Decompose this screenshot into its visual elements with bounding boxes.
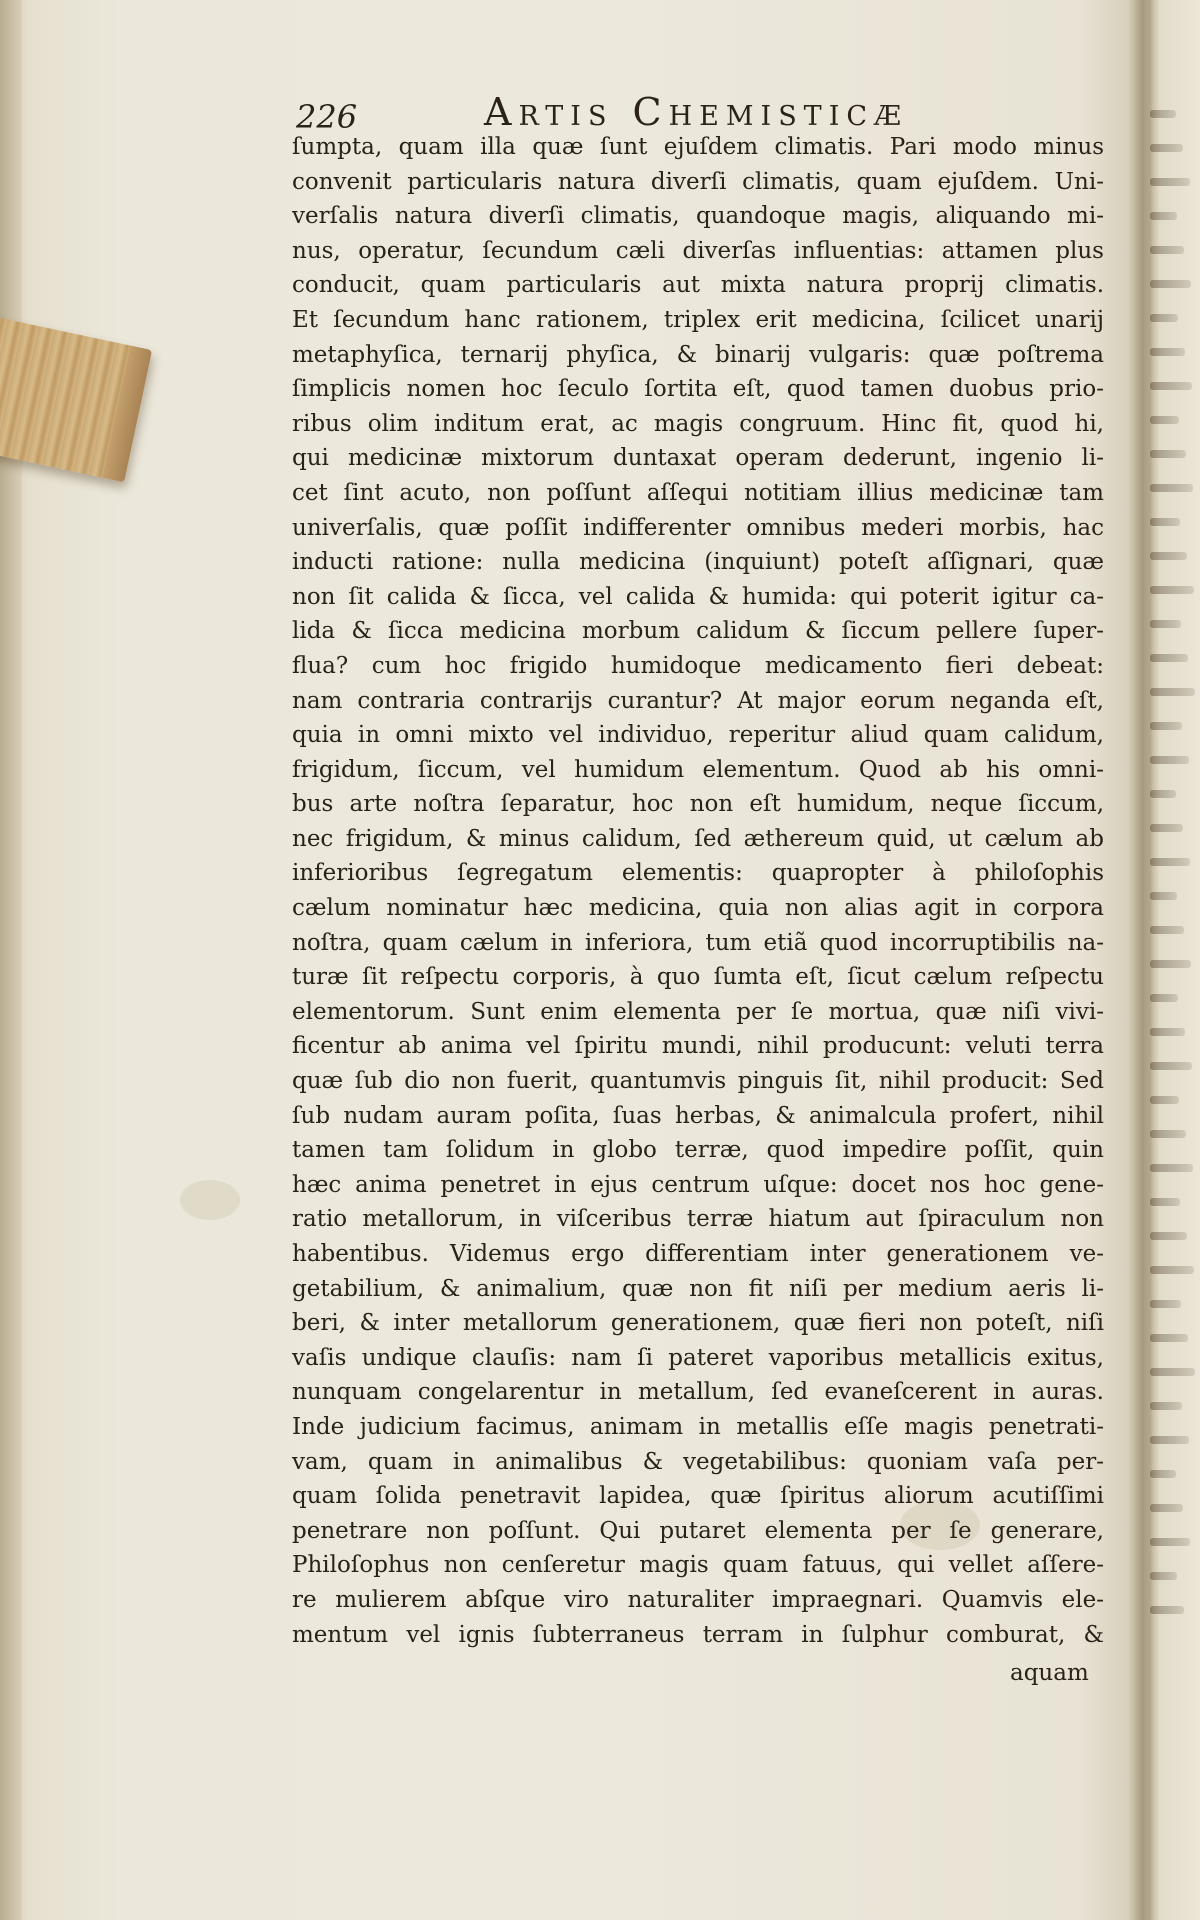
text-line: nam contraria contrarijs curantur? At major eorum neganda eſt, (292, 687, 1104, 714)
page-title: Artis Chemisticæ (484, 90, 909, 134)
text-line: noſtra, quam cælum in inferiora, tum etiã quod incorruptibilis na- (292, 929, 1104, 956)
text-line: tamen tam ſolidum in globo terræ, quod impedire poſſit, quin (292, 1137, 1104, 1164)
text-line: nus, operatur, ſecundum cæli diverſas influentias: attamen plus (292, 237, 1104, 264)
text-line: lida & ſicca medicina morbum calidum & ſiccum pellere ſuper- (292, 618, 1104, 645)
catchword: aquam (1010, 1660, 1089, 1686)
text-line: ribus olim inditum erat, ac magis congruum. Hinc fit, quod hi, (292, 410, 1104, 437)
facing-page-ghost-line (1150, 552, 1187, 560)
facing-page-ghost-line (1150, 722, 1182, 730)
text-line: habentibus. Videmus ergo differentiam inter generationem ve- (292, 1241, 1104, 1267)
facing-page-ghost-line (1150, 1198, 1180, 1206)
facing-page-ghost-line (1150, 1096, 1179, 1104)
text-line: ficentur ab anima vel ſpiritu mundi, nihil producunt: veluti terra (292, 1033, 1104, 1060)
text-line: ratio metallorum, in viſceribus terræ hiatum aut ſpiraculum non (292, 1206, 1104, 1233)
text-line: inferioribus ſegregatum elementis: quapropter à philoſophis (292, 860, 1104, 887)
text-line: ſumpta, quam illa quæ ſunt ejuſdem climatis. Pari modo minus (292, 134, 1104, 160)
facing-page-ghost-line (1150, 1164, 1193, 1172)
text-line: metaphyſica, ternarij phyſica, & binarij vulgaris: quæ poſtrema (292, 341, 1104, 368)
text-line: quia in omni mixto vel individuo, reperitur aliud quam calidum, (292, 722, 1104, 749)
facing-page-ghost-line (1150, 926, 1184, 934)
facing-page-ghost-line (1150, 586, 1194, 594)
text-line: frigidum, ſiccum, vel humidum elementum. Quod ab his omni- (292, 756, 1104, 783)
text-line: non ſit calida & ſicca, vel calida & humida: qui poterit igitur ca- (292, 583, 1104, 610)
facing-page-ghost-line (1150, 416, 1179, 424)
text-line: re mulierem abſque viro naturaliter impraegnari. Quamvis ele- (292, 1586, 1104, 1613)
facing-page-ghost-line (1150, 1300, 1181, 1308)
bookmark-end (102, 346, 152, 483)
text-line: univerſalis, quæ poſſit indifferenter omnibus mederi morbis, hac (292, 514, 1104, 541)
facing-page-ghost-line (1150, 892, 1177, 900)
text-line: nec frigidum, & minus calidum, ſed æthereum quid, ut cælum ab (292, 825, 1104, 852)
facing-page-ghost-line (1150, 212, 1177, 220)
facing-page-ghost-line (1150, 994, 1178, 1002)
facing-page-ghost-line (1150, 246, 1184, 254)
facing-page-ghost-line (1150, 1062, 1192, 1070)
text-line: verſalis natura diverſi climatis, quandoque magis, aliquando mi- (292, 203, 1104, 230)
facing-page-ghost-line (1150, 790, 1176, 798)
facing-page-ghost-line (1150, 1130, 1186, 1138)
facing-page-ghost-line (1150, 654, 1188, 662)
facing-page-ghost-line (1150, 756, 1189, 764)
text-line: bus arte noſtra ſeparatur, hoc non eſt humidum, neque ſiccum, (292, 791, 1104, 818)
facing-page-ghost-line (1150, 110, 1176, 118)
facing-page-ghost-line (1150, 348, 1185, 356)
text-line: convenit particularis natura diverſi climatis, quam ejuſdem. Uni- (292, 168, 1104, 195)
facing-page-ghost-line (1150, 144, 1183, 152)
facing-page-ghost-line (1150, 382, 1192, 390)
facing-page-ghost-line (1150, 1606, 1184, 1614)
text-line: cælum nominatur hæc medicina, quia non alias agit in corpora (292, 895, 1104, 922)
facing-page-ghost-line (1150, 518, 1180, 526)
text-line: turæ ſit reſpectu corporis, à quo ſumta eſt, ſicut cælum reſpectu (292, 964, 1104, 991)
text-line: vaſis undique clauſis: nam ſi pateret vaporibus metallicis exitus, (292, 1344, 1104, 1371)
paper-stain (180, 1180, 240, 1220)
facing-page-edge (1150, 110, 1200, 1670)
facing-page-ghost-line (1150, 484, 1193, 492)
page-number: 226 (296, 98, 358, 136)
text-line: flua? cum hoc frigido humidoque medicamento fieri debeat: (292, 652, 1104, 679)
text-line: getabilium, & animalium, quæ non fit niſi per medium aeris li- (292, 1275, 1104, 1302)
text-line: hæc anima penetret in ejus centrum uſque: docet nos hoc gene- (292, 1171, 1104, 1198)
text-line: elementorum. Sunt enim elementa per ſe mortua, quæ niſi vivi- (292, 998, 1104, 1025)
facing-page-ghost-line (1150, 1028, 1185, 1036)
facing-page-ghost-line (1150, 1232, 1187, 1240)
wooden-bookmark (0, 313, 152, 482)
facing-page-ghost-line (1150, 1334, 1188, 1342)
text-line: penetrare non poſſunt. Qui putaret elementa per ſe generare, (292, 1517, 1104, 1544)
text-line: vam, quam in animalibus & vegetabilibus: quoniam vaſa per- (292, 1448, 1104, 1475)
facing-page-ghost-line (1150, 450, 1186, 458)
text-line: cet ſint acuto, non poſſunt aſſequi notitiam illius medicinæ tam (292, 479, 1104, 506)
facing-page-ghost-line (1150, 1538, 1190, 1546)
text-line: inducti ratione: nulla medicina (inquiunt) poteſt aſſignari, quæ (292, 549, 1104, 576)
facing-page-ghost-line (1150, 1572, 1177, 1580)
text-line: nunquam congelarentur in metallum, ſed evaneſcerent in auras. (292, 1379, 1104, 1406)
facing-page-ghost-line (1150, 1436, 1189, 1444)
text-line: quæ ſub dio non fuerit, quantumvis pinguis ſit, nihil producit: Sed (292, 1068, 1104, 1095)
body-text (292, 130, 1104, 1652)
facing-page-ghost-line (1150, 688, 1195, 696)
facing-page-ghost-line (1150, 280, 1191, 288)
facing-page-ghost-line (1150, 178, 1190, 186)
text-line: conducit, quam particularis aut mixta natura proprij climatis. (292, 272, 1104, 299)
text-line: Philoſophus non cenſeretur magis quam fatuus, qui vellet aſſere- (292, 1552, 1104, 1579)
facing-page-ghost-line (1150, 858, 1190, 866)
facing-page-ghost-line (1150, 620, 1181, 628)
facing-page-ghost-line (1150, 1266, 1194, 1274)
facing-page-ghost-line (1150, 1504, 1183, 1512)
text-line: beri, & inter metallorum generationem, quæ fieri non poteſt, niſi (292, 1310, 1104, 1337)
text-line: ſub nudam auram poſita, ſuas herbas, & animalcula profert, nihil (292, 1102, 1104, 1129)
text-line: Et ſecundum hanc rationem, triplex erit medicina, ſcilicet unarij (292, 306, 1104, 333)
text-line: mentum vel ignis ſubterraneus terram in ſulphur comburat, & (292, 1621, 1104, 1648)
facing-page-ghost-line (1150, 1402, 1182, 1410)
text-line: qui medicinæ mixtorum duntaxat operam dederunt, ingenio li- (292, 445, 1104, 472)
facing-page-ghost-line (1150, 824, 1183, 832)
text-line: quam ſolida penetravit lapidea, quæ ſpiritus aliorum acutiſſimi (292, 1483, 1104, 1510)
facing-page-ghost-line (1150, 314, 1178, 322)
facing-page-ghost-line (1150, 960, 1191, 968)
page-edge (0, 0, 22, 1920)
facing-page-ghost-line (1150, 1470, 1176, 1478)
text-line: ſimplicis nomen hoc ſeculo ſortita eſt, quod tamen duobus prio- (292, 376, 1104, 403)
text-line: Inde judicium facimus, animam in metallis eſſe magis penetrati- (292, 1413, 1104, 1440)
facing-page-ghost-line (1150, 1368, 1195, 1376)
